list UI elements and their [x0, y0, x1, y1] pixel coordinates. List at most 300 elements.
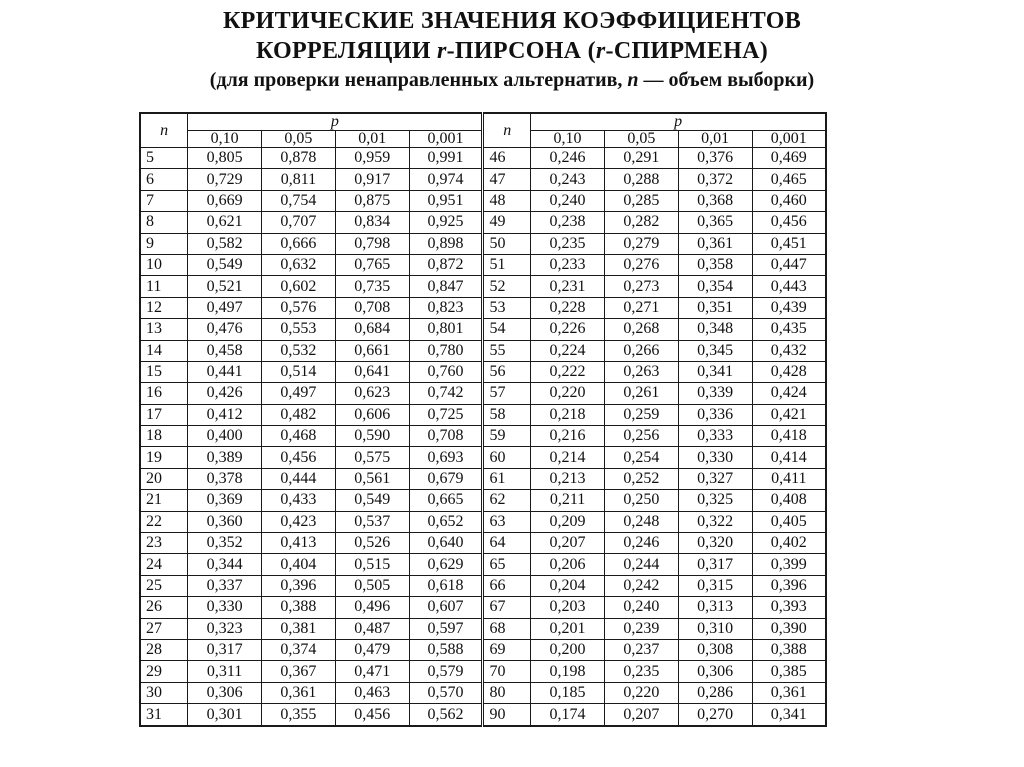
- critical-value-cell: 0,204: [531, 575, 605, 596]
- sample-size-cell: 19: [140, 447, 188, 468]
- critical-value-cell: 0,652: [409, 511, 483, 532]
- sample-size-cell: 57: [483, 383, 531, 404]
- critical-value-cell: 0,679: [409, 468, 483, 489]
- table-row: [140, 319, 826, 340]
- table-row: [140, 361, 826, 382]
- critical-value-cell: 0,497: [262, 383, 336, 404]
- critical-value-cell: 0,597: [409, 618, 483, 639]
- n-header-right: n: [483, 113, 531, 148]
- critical-value-cell: 0,185: [531, 682, 605, 703]
- critical-value-cell: 0,725: [409, 404, 483, 425]
- critical-value-cell: 0,214: [531, 447, 605, 468]
- critical-value-cell: 0,801: [409, 319, 483, 340]
- critical-value-cell: 0,742: [409, 383, 483, 404]
- critical-value-cell: 0,327: [678, 468, 752, 489]
- critical-value-cell: 0,354: [678, 276, 752, 297]
- critical-value-cell: 0,365: [678, 212, 752, 233]
- table-row: [140, 383, 826, 404]
- critical-value-cell: 0,588: [409, 639, 483, 660]
- sample-size-cell: 16: [140, 383, 188, 404]
- critical-value-cell: 0,393: [752, 597, 826, 618]
- table-row: [140, 447, 826, 468]
- sample-size-cell: 58: [483, 404, 531, 425]
- critical-value-cell: 0,376: [678, 148, 752, 169]
- critical-value-cell: 0,291: [604, 148, 678, 169]
- critical-value-cell: 0,360: [188, 511, 262, 532]
- critical-value-cell: 0,421: [752, 404, 826, 425]
- critical-value-cell: 0,414: [752, 447, 826, 468]
- critical-value-cell: 0,301: [188, 704, 262, 726]
- critical-value-cell: 0,423: [262, 511, 336, 532]
- table-row: [140, 297, 826, 318]
- critical-value-cell: 0,469: [752, 148, 826, 169]
- critical-value-cell: 0,515: [335, 554, 409, 575]
- critical-value-cell: 0,282: [604, 212, 678, 233]
- critical-value-cell: 0,661: [335, 340, 409, 361]
- critical-value-cell: 0,200: [531, 639, 605, 660]
- critical-value-cell: 0,250: [604, 490, 678, 511]
- sample-size-cell: 47: [483, 169, 531, 190]
- critical-value-cell: 0,404: [262, 554, 336, 575]
- critical-value-cell: 0,951: [409, 190, 483, 211]
- critical-value-cell: 0,537: [335, 511, 409, 532]
- critical-value-cell: 0,439: [752, 297, 826, 318]
- p-level-left: 0,10: [188, 131, 262, 148]
- critical-value-cell: 0,261: [604, 383, 678, 404]
- critical-value-cell: 0,411: [752, 468, 826, 489]
- sample-size-cell: 60: [483, 447, 531, 468]
- critical-value-cell: 0,805: [188, 148, 262, 169]
- critical-value-cell: 0,361: [262, 682, 336, 703]
- critical-value-cell: 0,206: [531, 554, 605, 575]
- critical-value-cell: 0,279: [604, 233, 678, 254]
- critical-value-cell: 0,388: [262, 597, 336, 618]
- critical-value-cell: 0,367: [262, 661, 336, 682]
- critical-value-cell: 0,271: [604, 297, 678, 318]
- critical-value-cell: 0,256: [604, 426, 678, 447]
- critical-value-cell: 0,355: [262, 704, 336, 726]
- critical-value-cell: 0,317: [188, 639, 262, 660]
- sample-size-cell: 11: [140, 276, 188, 297]
- critical-value-cell: 0,317: [678, 554, 752, 575]
- critical-value-cell: 0,532: [262, 340, 336, 361]
- critical-value-cell: 0,735: [335, 276, 409, 297]
- critical-value-cell: 0,443: [752, 276, 826, 297]
- critical-value-cell: 0,553: [262, 319, 336, 340]
- critical-value-cell: 0,482: [262, 404, 336, 425]
- critical-value-cell: 0,273: [604, 276, 678, 297]
- critical-value-cell: 0,754: [262, 190, 336, 211]
- sample-size-cell: 29: [140, 661, 188, 682]
- sample-size-cell: 23: [140, 533, 188, 554]
- critical-value-cell: 0,228: [531, 297, 605, 318]
- critical-value-cell: 0,456: [335, 704, 409, 726]
- critical-value-cell: 0,378: [188, 468, 262, 489]
- p-header-left: p: [188, 113, 483, 131]
- p-level-right: 0,001: [752, 131, 826, 148]
- sample-size-cell: 66: [483, 575, 531, 596]
- table-row: [140, 148, 826, 169]
- critical-value-cell: 0,823: [409, 297, 483, 318]
- critical-value-cell: 0,629: [409, 554, 483, 575]
- critical-value-cell: 0,570: [409, 682, 483, 703]
- critical-value-cell: 0,372: [678, 169, 752, 190]
- critical-value-cell: 0,665: [409, 490, 483, 511]
- critical-value-cell: 0,368: [678, 190, 752, 211]
- critical-value-cell: 0,220: [531, 383, 605, 404]
- critical-value-cell: 0,640: [409, 533, 483, 554]
- critical-value-cell: 0,385: [752, 661, 826, 682]
- critical-value-cell: 0,456: [262, 447, 336, 468]
- critical-value-cell: 0,337: [188, 575, 262, 596]
- sample-size-cell: 48: [483, 190, 531, 211]
- table-row: [140, 254, 826, 275]
- critical-value-cell: 0,358: [678, 254, 752, 275]
- sample-size-cell: 63: [483, 511, 531, 532]
- critical-value-cell: 0,729: [188, 169, 262, 190]
- critical-value-cell: 0,270: [678, 704, 752, 726]
- sample-size-cell: 9: [140, 233, 188, 254]
- table-row: [140, 190, 826, 211]
- critical-value-cell: 0,468: [262, 426, 336, 447]
- title-line-1: [0, 6, 1024, 36]
- table-row: [140, 597, 826, 618]
- subtitle-text-b: — объем выборки): [638, 69, 815, 91]
- critical-value-cell: 0,496: [335, 597, 409, 618]
- critical-value-cell: 0,369: [188, 490, 262, 511]
- critical-value-cell: 0,207: [531, 533, 605, 554]
- critical-value-cell: 0,575: [335, 447, 409, 468]
- critical-value-cell: 0,606: [335, 404, 409, 425]
- critical-value-cell: 0,505: [335, 575, 409, 596]
- p-level-right: 0,10: [531, 131, 605, 148]
- critical-value-cell: 0,460: [752, 190, 826, 211]
- title-text-1: КРИТИЧЕСКИЕ ЗНАЧЕНИЯ КОЭФФИЦИЕНТОВ: [222, 8, 802, 34]
- title-block: [0, 6, 1024, 95]
- subtitle-symbol-n: n: [627, 69, 639, 91]
- critical-value-cell: 0,330: [678, 447, 752, 468]
- critical-value-cell: 0,226: [531, 319, 605, 340]
- sample-size-cell: 18: [140, 426, 188, 447]
- critical-value-cell: 0,235: [604, 661, 678, 682]
- critical-value-cell: 0,582: [188, 233, 262, 254]
- critical-value-cell: 0,341: [678, 361, 752, 382]
- critical-value-cell: 0,707: [262, 212, 336, 233]
- critical-value-cell: 0,435: [752, 319, 826, 340]
- critical-value-cell: 0,458: [188, 340, 262, 361]
- critical-value-cell: 0,276: [604, 254, 678, 275]
- table-row: [140, 704, 826, 726]
- sample-size-cell: 55: [483, 340, 531, 361]
- subtitle-text-a: (для проверки ненаправленных альтернатив,: [209, 69, 628, 91]
- sample-size-cell: 50: [483, 233, 531, 254]
- table-row: [140, 618, 826, 639]
- critical-value-cell: 0,246: [604, 533, 678, 554]
- critical-value-cell: 0,847: [409, 276, 483, 297]
- sample-size-cell: 7: [140, 190, 188, 211]
- critical-value-cell: 0,322: [678, 511, 752, 532]
- title-line-2: [0, 36, 1024, 66]
- critical-value-cell: 0,549: [335, 490, 409, 511]
- critical-value-cell: 0,259: [604, 404, 678, 425]
- critical-value-cell: 0,426: [188, 383, 262, 404]
- critical-value-cell: 0,476: [188, 319, 262, 340]
- sample-size-cell: 31: [140, 704, 188, 726]
- critical-value-cell: 0,872: [409, 254, 483, 275]
- critical-value-cell: 0,341: [752, 704, 826, 726]
- critical-value-cell: 0,243: [531, 169, 605, 190]
- critical-value-cell: 0,361: [678, 233, 752, 254]
- critical-value-cell: 0,310: [678, 618, 752, 639]
- critical-value-cell: 0,456: [752, 212, 826, 233]
- critical-value-cell: 0,708: [409, 426, 483, 447]
- critical-value-cell: 0,618: [409, 575, 483, 596]
- table-row: [140, 682, 826, 703]
- sample-size-cell: 13: [140, 319, 188, 340]
- critical-value-cell: 0,925: [409, 212, 483, 233]
- critical-value-cell: 0,211: [531, 490, 605, 511]
- critical-value-cell: 0,408: [752, 490, 826, 511]
- subtitle: [0, 65, 1024, 95]
- title-text-2b: -ПИРСОНА (: [446, 38, 596, 64]
- sample-size-cell: 56: [483, 361, 531, 382]
- critical-value-cell: 0,447: [752, 254, 826, 275]
- critical-value-cell: 0,465: [752, 169, 826, 190]
- critical-value-cell: 0,323: [188, 618, 262, 639]
- critical-value-cell: 0,388: [752, 639, 826, 660]
- critical-value-cell: 0,308: [678, 639, 752, 660]
- title-text-2a: КОРРЕЛЯЦИИ: [255, 38, 437, 64]
- critical-value-cell: 0,607: [409, 597, 483, 618]
- sample-size-cell: 27: [140, 618, 188, 639]
- critical-value-cell: 0,396: [752, 575, 826, 596]
- critical-value-cell: 0,239: [604, 618, 678, 639]
- critical-value-cell: 0,315: [678, 575, 752, 596]
- table-row: [140, 233, 826, 254]
- critical-value-cell: 0,348: [678, 319, 752, 340]
- critical-value-cell: 0,798: [335, 233, 409, 254]
- critical-values-table: [139, 112, 827, 727]
- critical-value-cell: 0,463: [335, 682, 409, 703]
- sample-size-cell: 6: [140, 169, 188, 190]
- p-level-right: 0,05: [604, 131, 678, 148]
- sample-size-cell: 52: [483, 276, 531, 297]
- critical-value-cell: 0,306: [678, 661, 752, 682]
- critical-value-cell: 0,666: [262, 233, 336, 254]
- sample-size-cell: 28: [140, 639, 188, 660]
- sample-size-cell: 64: [483, 533, 531, 554]
- critical-value-cell: 0,590: [335, 426, 409, 447]
- critical-value-cell: 0,765: [335, 254, 409, 275]
- sample-size-cell: 15: [140, 361, 188, 382]
- sample-size-cell: 90: [483, 704, 531, 726]
- critical-value-cell: 0,220: [604, 682, 678, 703]
- critical-value-cell: 0,399: [752, 554, 826, 575]
- critical-value-cell: 0,254: [604, 447, 678, 468]
- table-row: [140, 511, 826, 532]
- critical-value-cell: 0,266: [604, 340, 678, 361]
- table-row: [140, 426, 826, 447]
- critical-value-cell: 0,579: [409, 661, 483, 682]
- table-row: [140, 554, 826, 575]
- critical-value-cell: 0,576: [262, 297, 336, 318]
- critical-value-cell: 0,432: [752, 340, 826, 361]
- sample-size-cell: 21: [140, 490, 188, 511]
- critical-value-cell: 0,248: [604, 511, 678, 532]
- critical-value-cell: 0,526: [335, 533, 409, 554]
- sample-size-cell: 24: [140, 554, 188, 575]
- critical-value-cell: 0,562: [409, 704, 483, 726]
- title-text-2c: -СПИРМЕНА): [605, 38, 769, 64]
- critical-value-cell: 0,336: [678, 404, 752, 425]
- critical-value-cell: 0,374: [262, 639, 336, 660]
- sample-size-cell: 25: [140, 575, 188, 596]
- critical-value-cell: 0,238: [531, 212, 605, 233]
- critical-value-cell: 0,413: [262, 533, 336, 554]
- critical-value-cell: 0,561: [335, 468, 409, 489]
- critical-value-cell: 0,246: [531, 148, 605, 169]
- sample-size-cell: 80: [483, 682, 531, 703]
- table-row: [140, 533, 826, 554]
- critical-value-cell: 0,621: [188, 212, 262, 233]
- critical-value-cell: 0,213: [531, 468, 605, 489]
- critical-value-cell: 0,405: [752, 511, 826, 532]
- critical-value-cell: 0,333: [678, 426, 752, 447]
- critical-value-cell: 0,875: [335, 190, 409, 211]
- critical-value-cell: 0,479: [335, 639, 409, 660]
- sample-size-cell: 61: [483, 468, 531, 489]
- critical-value-cell: 0,834: [335, 212, 409, 233]
- critical-value-cell: 0,233: [531, 254, 605, 275]
- critical-value-cell: 0,288: [604, 169, 678, 190]
- critical-value-cell: 0,231: [531, 276, 605, 297]
- critical-value-cell: 0,390: [752, 618, 826, 639]
- critical-value-cell: 0,471: [335, 661, 409, 682]
- table-row: [140, 404, 826, 425]
- critical-value-cell: 0,209: [531, 511, 605, 532]
- critical-value-cell: 0,389: [188, 447, 262, 468]
- critical-value-cell: 0,252: [604, 468, 678, 489]
- sample-size-cell: 53: [483, 297, 531, 318]
- critical-value-cell: 0,917: [335, 169, 409, 190]
- sample-size-cell: 59: [483, 426, 531, 447]
- critical-value-cell: 0,400: [188, 426, 262, 447]
- critical-value-cell: 0,811: [262, 169, 336, 190]
- sample-size-cell: 46: [483, 148, 531, 169]
- critical-value-cell: 0,218: [531, 404, 605, 425]
- critical-value-cell: 0,237: [604, 639, 678, 660]
- critical-value-cell: 0,708: [335, 297, 409, 318]
- critical-value-cell: 0,487: [335, 618, 409, 639]
- sample-size-cell: 17: [140, 404, 188, 425]
- critical-value-cell: 0,285: [604, 190, 678, 211]
- critical-value-cell: 0,396: [262, 575, 336, 596]
- critical-value-cell: 0,207: [604, 704, 678, 726]
- critical-value-cell: 0,351: [678, 297, 752, 318]
- critical-value-cell: 0,632: [262, 254, 336, 275]
- sample-size-cell: 65: [483, 554, 531, 575]
- critical-value-cell: 0,428: [752, 361, 826, 382]
- critical-value-cell: 0,514: [262, 361, 336, 382]
- n-header-left: n: [140, 113, 188, 148]
- critical-value-cell: 0,224: [531, 340, 605, 361]
- critical-value-cell: 0,306: [188, 682, 262, 703]
- critical-value-cell: 0,433: [262, 490, 336, 511]
- critical-value-cell: 0,320: [678, 533, 752, 554]
- critical-value-cell: 0,339: [678, 383, 752, 404]
- p-level-left: 0,001: [409, 131, 483, 148]
- sample-size-cell: 68: [483, 618, 531, 639]
- critical-value-cell: 0,402: [752, 533, 826, 554]
- critical-value-cell: 0,441: [188, 361, 262, 382]
- critical-value-cell: 0,216: [531, 426, 605, 447]
- critical-value-cell: 0,974: [409, 169, 483, 190]
- sample-size-cell: 54: [483, 319, 531, 340]
- critical-value-cell: 0,412: [188, 404, 262, 425]
- sample-size-cell: 51: [483, 254, 531, 275]
- critical-value-cell: 0,222: [531, 361, 605, 382]
- table-row: [140, 490, 826, 511]
- sample-size-cell: 12: [140, 297, 188, 318]
- critical-value-cell: 0,424: [752, 383, 826, 404]
- critical-value-cell: 0,878: [262, 148, 336, 169]
- critical-value-cell: 0,959: [335, 148, 409, 169]
- sample-size-cell: 70: [483, 661, 531, 682]
- sample-size-cell: 26: [140, 597, 188, 618]
- critical-value-cell: 0,263: [604, 361, 678, 382]
- table-body: [140, 148, 826, 727]
- critical-value-cell: 0,693: [409, 447, 483, 468]
- critical-value-cell: 0,669: [188, 190, 262, 211]
- p-level-right: 0,01: [678, 131, 752, 148]
- critical-value-cell: 0,549: [188, 254, 262, 275]
- title-symbol-r-spearman: r: [595, 38, 606, 64]
- critical-value-cell: 0,203: [531, 597, 605, 618]
- table-row: [140, 340, 826, 361]
- p-header-right: p: [531, 113, 826, 131]
- critical-value-cell: 0,602: [262, 276, 336, 297]
- critical-value-cell: 0,330: [188, 597, 262, 618]
- sample-size-cell: 69: [483, 639, 531, 660]
- sample-size-cell: 8: [140, 212, 188, 233]
- critical-values-table-wrap: [139, 112, 827, 727]
- critical-value-cell: 0,345: [678, 340, 752, 361]
- critical-value-cell: 0,361: [752, 682, 826, 703]
- p-level-left: 0,01: [335, 131, 409, 148]
- critical-value-cell: 0,174: [531, 704, 605, 726]
- table-row: [140, 212, 826, 233]
- sample-size-cell: 22: [140, 511, 188, 532]
- critical-value-cell: 0,418: [752, 426, 826, 447]
- critical-value-cell: 0,242: [604, 575, 678, 596]
- p-level-left: 0,05: [262, 131, 336, 148]
- table-row: [140, 661, 826, 682]
- critical-value-cell: 0,325: [678, 490, 752, 511]
- sample-size-cell: 5: [140, 148, 188, 169]
- critical-value-cell: 0,381: [262, 618, 336, 639]
- critical-value-cell: 0,451: [752, 233, 826, 254]
- table-row: [140, 169, 826, 190]
- critical-value-cell: 0,286: [678, 682, 752, 703]
- critical-value-cell: 0,201: [531, 618, 605, 639]
- critical-value-cell: 0,352: [188, 533, 262, 554]
- critical-value-cell: 0,244: [604, 554, 678, 575]
- critical-value-cell: 0,991: [409, 148, 483, 169]
- critical-value-cell: 0,521: [188, 276, 262, 297]
- critical-value-cell: 0,623: [335, 383, 409, 404]
- sample-size-cell: 30: [140, 682, 188, 703]
- critical-value-cell: 0,780: [409, 340, 483, 361]
